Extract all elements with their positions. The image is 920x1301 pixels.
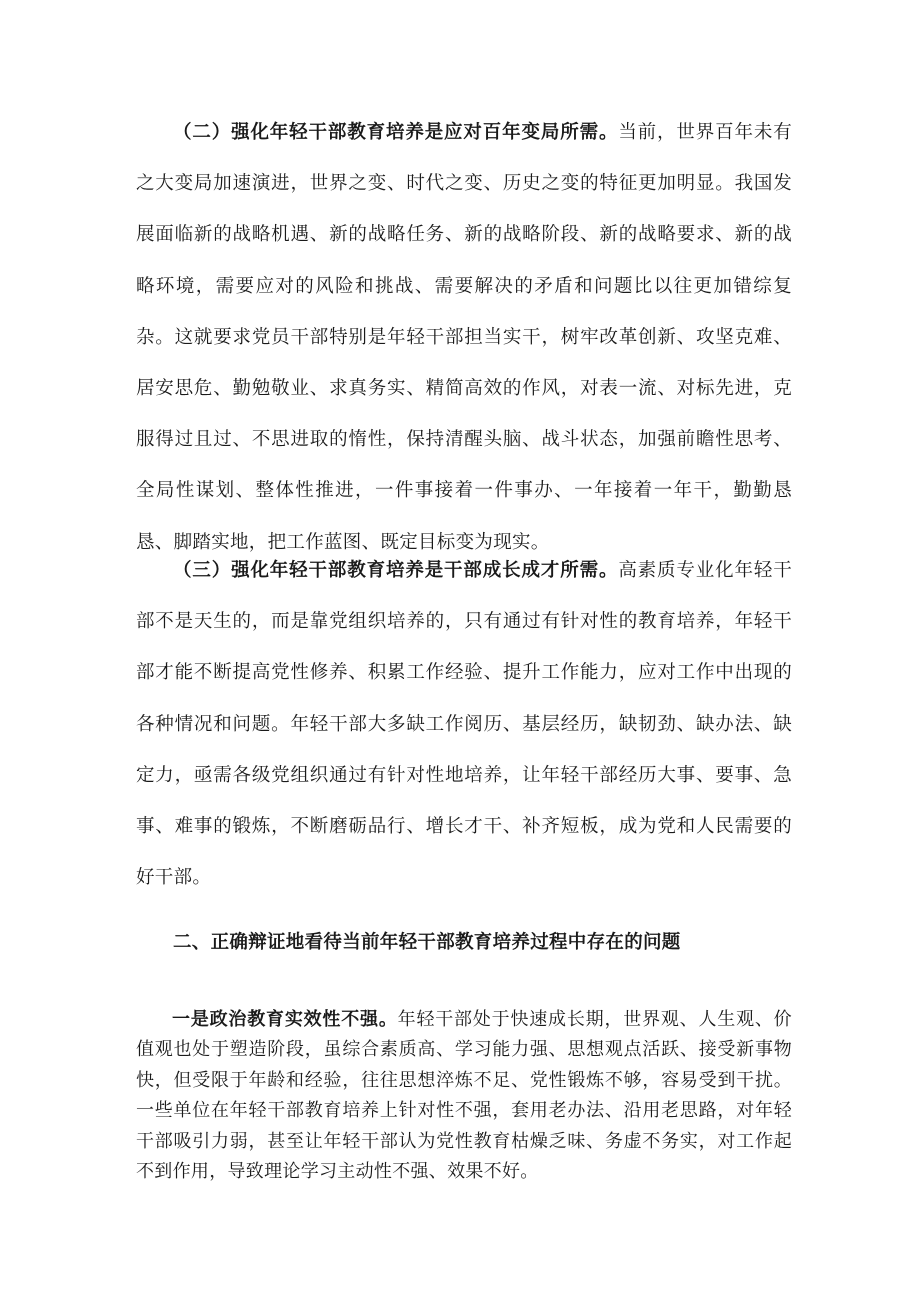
section-heading: 二、正确辩证地看待当前年轻干部教育培养过程中存在的问题 — [173, 932, 681, 953]
paragraph-political-education-problem — [136, 1005, 792, 1187]
paragraph-lead: 一是政治教育实效性不强。 — [172, 1009, 398, 1030]
paragraph-strengthen-for-cadre-growth — [136, 545, 792, 903]
paragraph-lead: （二）强化年轻干部教育培养是应对百年变局所需。 — [173, 122, 619, 143]
paragraph-body: 当前，世界百年未有之大变局加速演进，世界之变、时代之变、历史之变的特征更加明显。我国发展面临新的战略机遇、新的战略任务、新的战略阶段、新的战略要求、新的战略环境，需要应对的风险和挑战、需要解决的矛盾和问题比以往更加错综复杂。这就要求党员干部特别是年轻干部担当实干，树牢改革创新、攻坚克难、居安思危、勤勉敬业、求真务实、精简高效的作风，对表一流、对标先进，克服得过且过、不思进取的惰性，保持清醒头脑、战斗状态，加强前瞻性思考、全局性谋划、整体性推进，一件事接着一件事办、一年接着一年干，勤勤恳恳、脚踏实地，把工作蓝图、既定目标变为现实。 — [136, 122, 793, 553]
paragraph-body: 高素质专业化年轻干部不是天生的，而是靠党组织培养的，只有通过有针对性的教育培养，年轻干部才能不断提高党性修养、积累工作经验、提升工作能力，应对工作中出现的各种情况和问题。年轻干部大多缺工作阅历、基层经历，缺韧劲、缺办法、缺定力，亟需各级党组织通过有针对性地培养，让年轻干部经历大事、要事、急事、难事的锻炼，不断磨砺品行、增长才干、补齐短板，成为党和人民需要的好干部。 — [136, 560, 793, 889]
paragraph-body: 年轻干部处于快速成长期，世界观、人生观、价值观也处于塑造阶段，虽综合素质高、学习能力强、思想观点活跃、接受新事物快，但受限于年龄和经验，往往思想淬炼不足、党性锻炼不够，容易受到干扰。一些单位在年轻干部教育培养上针对性不强，套用老办法、沿用老思路，对年轻干部吸引力弱，甚至让年轻干部认为党性教育枯燥乏味、务虚不务实，对工作起不到作用，导致理论学习主动性不强、效果不好。 — [136, 1009, 792, 1183]
paragraph-lead: （三）强化年轻干部教育培养是干部成长成才所需。 — [173, 560, 619, 581]
paragraph-strengthen-for-century-changes — [136, 107, 792, 568]
